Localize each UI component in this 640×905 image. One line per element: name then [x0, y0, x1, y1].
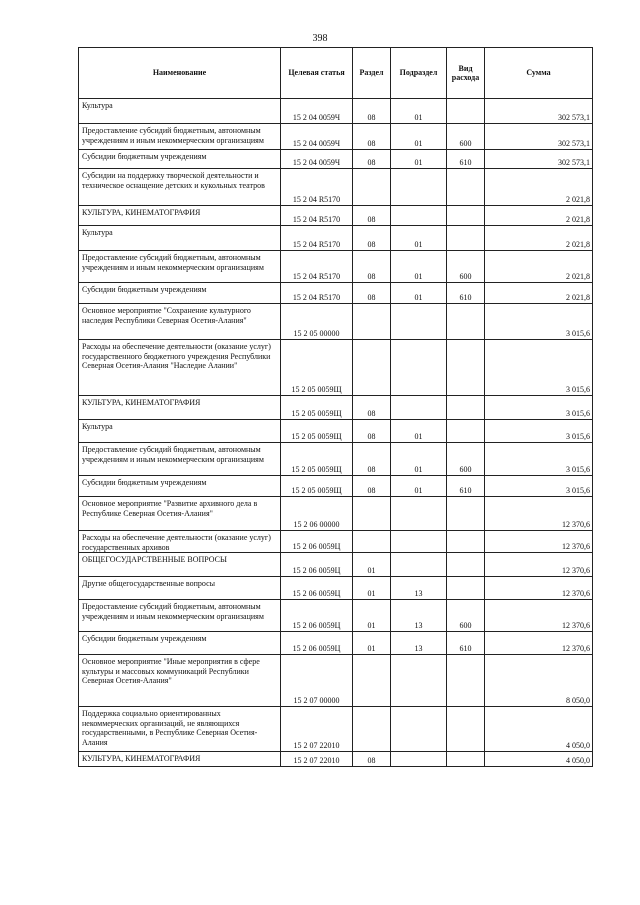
row-subsection-cell: [391, 655, 447, 707]
row-name-cell: Предоставление субсидий бюджетным, автономным учреждениям и иным некоммерческим организациям: [79, 251, 281, 283]
table-body: [79, 99, 593, 767]
row-expense-type-cell: [447, 497, 485, 531]
row-name-cell: Другие общегосударственные вопросы: [79, 577, 281, 600]
row-section-cell: 08: [353, 226, 391, 251]
row-name-cell: Предоставление субсидий бюджетным, автономным учреждениям и иным некоммерческим организациям: [79, 443, 281, 476]
row-subsection-cell: [391, 396, 447, 420]
row-target-article-cell: 15 2 06 0059Ц: [281, 577, 353, 600]
row-subsection-cell: 13: [391, 632, 447, 655]
row-name-cell: Основное мероприятие "Сохранение культурного наследия Республики Северная Осетия-Алания": [79, 304, 281, 340]
row-target-article-cell: 15 2 04 R5170: [281, 251, 353, 283]
row-name-cell: Культура: [79, 420, 281, 443]
row-subsection-cell: 01: [391, 226, 447, 251]
table-row: [79, 443, 593, 476]
row-target-article-cell: 15 2 05 0059Щ: [281, 396, 353, 420]
row-amount-cell: 2 021,8: [485, 169, 593, 206]
row-target-article-cell: 15 2 04 R5170: [281, 226, 353, 251]
table-row: [79, 655, 593, 707]
row-amount-cell: 8 050,0: [485, 655, 593, 707]
row-subsection-cell: [391, 752, 447, 767]
row-section-cell: 01: [353, 553, 391, 577]
table-row: [79, 150, 593, 169]
row-amount-cell: 12 370,6: [485, 577, 593, 600]
row-name-cell: Основное мероприятие "Развитие архивного дела в Республике Северная Осетия-Алания": [79, 497, 281, 531]
row-expense-type-cell: 600: [447, 600, 485, 632]
row-name-cell: КУЛЬТУРА, КИНЕМАТОГРАФИЯ: [79, 206, 281, 226]
row-amount-cell: 4 050,0: [485, 707, 593, 752]
row-name-cell: Предоставление субсидий бюджетным, автономным учреждениям и иным некоммерческим организациям: [79, 600, 281, 632]
row-expense-type-cell: 610: [447, 150, 485, 169]
table-row: [79, 304, 593, 340]
row-amount-cell: 302 573,1: [485, 150, 593, 169]
row-subsection-cell: 01: [391, 476, 447, 497]
row-amount-cell: 2 021,8: [485, 226, 593, 251]
row-expense-type-cell: [447, 340, 485, 396]
row-amount-cell: 4 050,0: [485, 752, 593, 767]
row-target-article-cell: 15 2 06 0059Ц: [281, 553, 353, 577]
row-amount-cell: 302 573,1: [485, 99, 593, 124]
row-expense-type-cell: 600: [447, 251, 485, 283]
row-section-cell: 08: [353, 283, 391, 304]
row-expense-type-cell: [447, 707, 485, 752]
header-subsection: Подраздел: [391, 48, 447, 99]
row-section-cell: 08: [353, 124, 391, 150]
row-amount-cell: 2 021,8: [485, 283, 593, 304]
table-header-row: [79, 48, 593, 99]
page-number: 398: [312, 33, 328, 44]
row-amount-cell: 12 370,6: [485, 600, 593, 632]
row-expense-type-cell: 600: [447, 443, 485, 476]
header-target-article: Целевая статья: [281, 48, 353, 99]
row-section-cell: [353, 655, 391, 707]
row-expense-type-cell: [447, 226, 485, 251]
table-row: [79, 283, 593, 304]
row-amount-cell: 2 021,8: [485, 206, 593, 226]
row-subsection-cell: [391, 169, 447, 206]
row-expense-type-cell: [447, 752, 485, 767]
table-row: [79, 531, 593, 553]
row-target-article-cell: 15 2 05 0059Щ: [281, 443, 353, 476]
row-name-cell: Расходы на обеспечение деятельности (оказание услуг) государственных архивов: [79, 531, 281, 553]
row-expense-type-cell: [447, 396, 485, 420]
row-amount-cell: 2 021,8: [485, 251, 593, 283]
row-name-cell: Субсидии бюджетным учреждениям: [79, 150, 281, 169]
row-target-article-cell: 15 2 07 22010: [281, 752, 353, 767]
row-target-article-cell: 15 2 05 00000: [281, 304, 353, 340]
row-subsection-cell: [391, 531, 447, 553]
row-name-cell: Культура: [79, 99, 281, 124]
row-target-article-cell: 15 2 05 0059Щ: [281, 476, 353, 497]
row-name-cell: ОБЩЕГОСУДАРСТВЕННЫЕ ВОПРОСЫ: [79, 553, 281, 577]
row-expense-type-cell: 610: [447, 283, 485, 304]
row-section-cell: 08: [353, 251, 391, 283]
row-subsection-cell: 01: [391, 443, 447, 476]
row-section-cell: 01: [353, 632, 391, 655]
table-row: [79, 752, 593, 767]
row-name-cell: КУЛЬТУРА, КИНЕМАТОГРАФИЯ: [79, 752, 281, 767]
header-section: Раздел: [353, 48, 391, 99]
row-target-article-cell: 15 2 06 00000: [281, 497, 353, 531]
row-name-cell: Поддержка социально ориентированных некоммерческих организаций, не являющихся государственными, в Республике Северная Осетия-Алания: [79, 707, 281, 752]
row-amount-cell: 3 015,6: [485, 396, 593, 420]
row-subsection-cell: 01: [391, 251, 447, 283]
table-row: [79, 396, 593, 420]
row-section-cell: [353, 531, 391, 553]
row-amount-cell: 3 015,6: [485, 304, 593, 340]
table-row: [79, 632, 593, 655]
row-amount-cell: 302 573,1: [485, 124, 593, 150]
table-row: [79, 226, 593, 251]
row-section-cell: 08: [353, 752, 391, 767]
row-target-article-cell: 15 2 06 0059Ц: [281, 600, 353, 632]
table-row: [79, 124, 593, 150]
row-expense-type-cell: [447, 655, 485, 707]
row-section-cell: [353, 304, 391, 340]
row-name-cell: Субсидии на поддержку творческой деятельности и техническое оснащение детских и кукольных театров: [79, 169, 281, 206]
row-section-cell: 01: [353, 577, 391, 600]
row-subsection-cell: [391, 206, 447, 226]
row-expense-type-cell: [447, 169, 485, 206]
table-row: [79, 476, 593, 497]
header-name: Наименование: [79, 48, 281, 99]
row-expense-type-cell: [447, 304, 485, 340]
row-subsection-cell: 01: [391, 283, 447, 304]
row-amount-cell: 3 015,6: [485, 443, 593, 476]
row-target-article-cell: 15 2 04 0059Ч: [281, 124, 353, 150]
row-target-article-cell: 15 2 04 R5170: [281, 169, 353, 206]
row-amount-cell: 12 370,6: [485, 497, 593, 531]
row-name-cell: Субсидии бюджетным учреждениям: [79, 476, 281, 497]
table-row: [79, 577, 593, 600]
row-name-cell: Расходы на обеспечение деятельности (оказание услуг) государственного бюджетного учреждения Республики Северная Осетия-Алания "Наследие Алании": [79, 340, 281, 396]
row-amount-cell: 3 015,6: [485, 340, 593, 396]
table-row: [79, 99, 593, 124]
row-expense-type-cell: 610: [447, 632, 485, 655]
row-expense-type-cell: [447, 577, 485, 600]
row-section-cell: [353, 707, 391, 752]
row-section-cell: 08: [353, 396, 391, 420]
row-amount-cell: 3 015,6: [485, 476, 593, 497]
row-name-cell: Основное мероприятие "Иные мероприятия в сфере культуры и массовых коммуникаций Республики Северная Осетия-Алания": [79, 655, 281, 707]
row-expense-type-cell: [447, 99, 485, 124]
header-amount: Сумма: [485, 48, 593, 99]
row-section-cell: 08: [353, 420, 391, 443]
row-expense-type-cell: [447, 420, 485, 443]
row-target-article-cell: 15 2 06 0059Ц: [281, 531, 353, 553]
row-expense-type-cell: [447, 553, 485, 577]
row-subsection-cell: 13: [391, 577, 447, 600]
row-target-article-cell: 15 2 05 0059Щ: [281, 420, 353, 443]
row-target-article-cell: 15 2 04 R5170: [281, 283, 353, 304]
table-row: [79, 707, 593, 752]
table-row: [79, 600, 593, 632]
table-row: [79, 251, 593, 283]
row-target-article-cell: 15 2 04 0059Ч: [281, 150, 353, 169]
row-expense-type-cell: 610: [447, 476, 485, 497]
row-name-cell: Культура: [79, 226, 281, 251]
row-subsection-cell: 01: [391, 99, 447, 124]
row-amount-cell: 12 370,6: [485, 531, 593, 553]
table-row: [79, 420, 593, 443]
table-row: [79, 169, 593, 206]
table-row: [79, 206, 593, 226]
row-section-cell: [353, 169, 391, 206]
row-subsection-cell: [391, 497, 447, 531]
row-section-cell: 08: [353, 443, 391, 476]
row-target-article-cell: 15 2 04 0059Ч: [281, 99, 353, 124]
table-row: [79, 497, 593, 531]
budget-table: [78, 47, 593, 767]
row-expense-type-cell: [447, 206, 485, 226]
row-subsection-cell: [391, 340, 447, 396]
table-row: [79, 340, 593, 396]
row-target-article-cell: 15 2 04 R5170: [281, 206, 353, 226]
row-amount-cell: 12 370,6: [485, 553, 593, 577]
table-row: [79, 553, 593, 577]
row-subsection-cell: 01: [391, 420, 447, 443]
row-name-cell: Предоставление субсидий бюджетным, автономным учреждениям и иным некоммерческим организациям: [79, 124, 281, 150]
row-section-cell: 08: [353, 99, 391, 124]
row-section-cell: [353, 340, 391, 396]
row-name-cell: КУЛЬТУРА, КИНЕМАТОГРАФИЯ: [79, 396, 281, 420]
row-subsection-cell: [391, 304, 447, 340]
row-amount-cell: 12 370,6: [485, 632, 593, 655]
row-section-cell: 01: [353, 600, 391, 632]
row-subsection-cell: [391, 553, 447, 577]
row-expense-type-cell: [447, 531, 485, 553]
row-target-article-cell: 15 2 06 0059Ц: [281, 632, 353, 655]
row-subsection-cell: 13: [391, 600, 447, 632]
row-section-cell: 08: [353, 150, 391, 169]
row-subsection-cell: 01: [391, 124, 447, 150]
header-expense-type: Вид расхода: [447, 48, 485, 99]
row-amount-cell: 3 015,6: [485, 420, 593, 443]
row-target-article-cell: 15 2 07 22010: [281, 707, 353, 752]
row-name-cell: Субсидии бюджетным учреждениям: [79, 283, 281, 304]
row-subsection-cell: 01: [391, 150, 447, 169]
row-section-cell: 08: [353, 206, 391, 226]
row-name-cell: Субсидии бюджетным учреждениям: [79, 632, 281, 655]
row-section-cell: 08: [353, 476, 391, 497]
row-section-cell: [353, 497, 391, 531]
row-expense-type-cell: 600: [447, 124, 485, 150]
row-target-article-cell: 15 2 05 0059Щ: [281, 340, 353, 396]
row-subsection-cell: [391, 707, 447, 752]
row-target-article-cell: 15 2 07 00000: [281, 655, 353, 707]
